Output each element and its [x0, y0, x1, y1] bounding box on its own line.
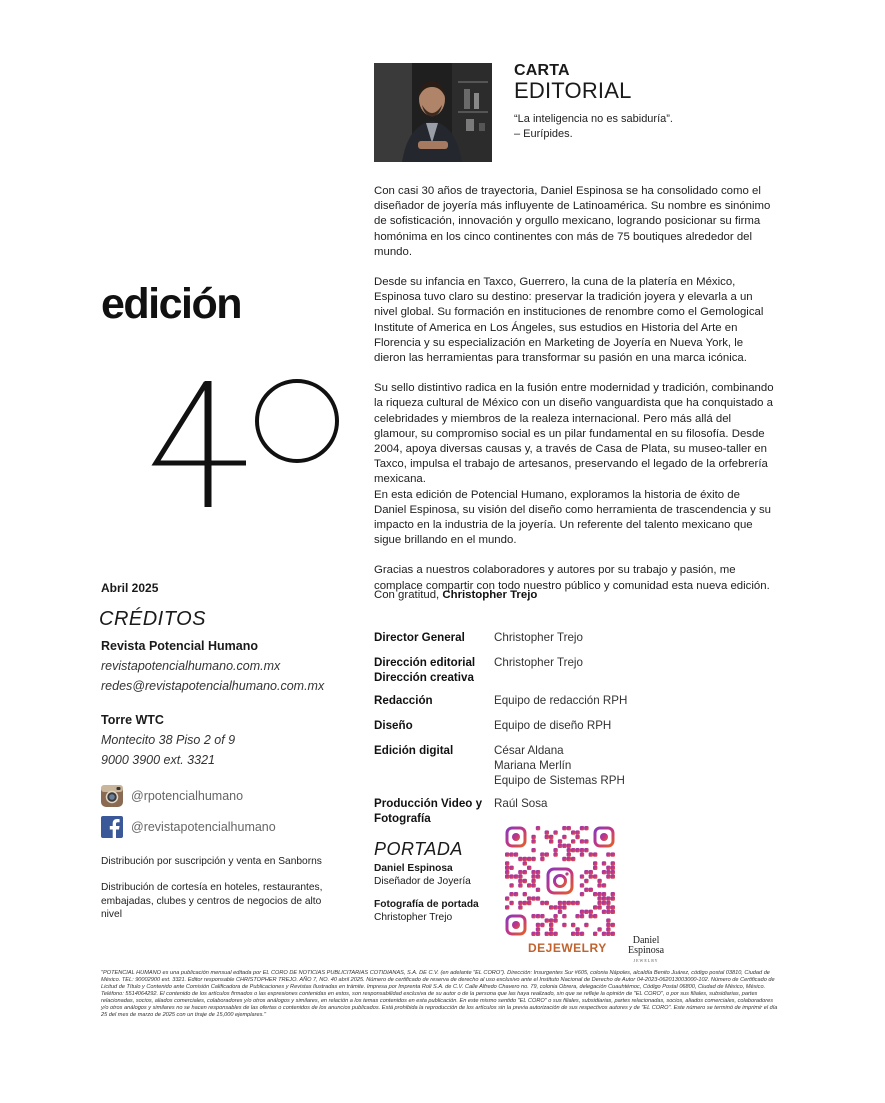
qr-module	[575, 932, 579, 936]
qr-module	[606, 927, 610, 931]
qr-module	[606, 852, 610, 856]
facebook-icon	[101, 816, 123, 838]
qr-module	[509, 866, 513, 870]
qr-module	[580, 932, 584, 936]
qr-module	[536, 923, 540, 927]
title-bold: CARTA	[514, 62, 570, 79]
qr-module	[514, 874, 518, 878]
qr-module	[545, 932, 549, 936]
qr-module	[536, 896, 540, 900]
qr-module	[567, 901, 571, 905]
qr-module	[514, 892, 518, 896]
qr-module	[580, 852, 584, 856]
qr-module	[611, 905, 615, 909]
staff-names	[494, 743, 625, 788]
qr-module	[536, 914, 540, 918]
qr-module	[518, 870, 522, 874]
qr-module	[593, 861, 597, 865]
qr-module	[567, 844, 571, 848]
qr-module	[536, 870, 540, 874]
qr-module	[597, 896, 601, 900]
qr-module	[606, 874, 610, 878]
qr-module	[589, 870, 593, 874]
qr-module	[558, 839, 562, 843]
qr-module	[562, 923, 566, 927]
qr-module	[580, 883, 584, 887]
qr-module	[558, 901, 562, 905]
qr-module	[571, 848, 575, 852]
cover-photo-label: Fotografía de portada	[374, 899, 479, 910]
qr-module	[518, 883, 522, 887]
qr-module	[611, 892, 615, 896]
qr-module	[602, 892, 606, 896]
cover-photo-name: Christopher Trejo	[374, 912, 453, 923]
qr-module	[540, 852, 544, 856]
qr-module	[597, 905, 601, 909]
qr-module	[558, 910, 562, 914]
qr-module	[611, 866, 615, 870]
qr-module	[597, 927, 601, 931]
qr-module	[505, 852, 509, 856]
building-name: Torre WTC	[101, 713, 164, 727]
staff-role: Edición digital	[374, 744, 454, 757]
quote	[514, 112, 673, 142]
instagram-icon	[101, 785, 123, 807]
editorial-body	[374, 184, 774, 609]
phone-line: 9000 3900 ext. 3321	[101, 753, 215, 767]
paragraph: Gracias a nuestros colaboradores y autores por su trabajo y pasión, me complace compartir con todo nuestro público y comunidad esta nueva edición.	[374, 564, 770, 592]
qr-module	[597, 901, 601, 905]
daniel-espinosa-logo	[628, 936, 664, 966]
paragraph: Con casi 30 años de trayectoria, Daniel Espinosa se ha consolidado como el diseñador de joyería más influyente de Latinoamérica. Su nombre es sinónimo de sofisticación, innovación y orgullo mexicano, logrando posicionar su firma homónima en los cinco continentes con más de 75 boutiques alrededor del mundo.	[374, 185, 771, 258]
qr-module	[505, 874, 509, 878]
qr-module	[549, 932, 553, 936]
qr-module	[523, 901, 527, 905]
qr-module	[580, 848, 584, 852]
legal-notice: "POTENCIAL HUMANO es una publicación mensual editada por EL CORO DE NOTICIAS PUBLICITARIAS COTIDIANAS, S.A. DE C.V. (en adelante "EL CORO"). Dirección: Insurgentes Sur #605, colonia Nápoles, alcaldía Benito Juárez, código postal 03810, Ciudad de México. TEL: 90002900 ext. 3321. Editor responsable CHRISTOPHER TREJO. AÑO 7, NO. 40 abril 2025. Número de certificado de reserva de derecho al uso exclusivo ante el Instituto Nacional de Derecho de Autor 04-2023-062013003000-102. Número de Certificado de Licitud de Título y Contenido ante Comisión Calificadora de Publicaciones y Revistas Ilustradas en trámite. Impresa por Imprenta Roli S.A. de C.V. Calle Alfredo Chavero no. 79, colonia Obrera, delegación Cuauhtémoc, Código Postal 06800, Ciudad de México, México. Teléfono: 5514064292. El contenido de los artículos firmados o las expresiones contenidas en estos, son responsabilidad exclusiva de su autor o de la persona que las haya realizado, sin que se refleje la opinión de "EL CORO", o por sus filiales, subsidiarias, partes relacionadas, socios, aliados comerciales, colaboradores y/o otros análogos y similares, en relación a los temas contenidos en esta publicación. En este mismo sentido "EL CORO" o sus filiales, subsidiarias, partes relacionadas, socios, aliados comerciales, colaboradores y/o otros análogos y similares no se hacen responsables de las ofertas o contenidos de los anuncios publicados. Está prohibida la reproducción de los artículos sin la previa autorización de sus respectivos autores y de "EL CORO". Este número se terminó de imprimir el día 25 del mes de marzo de 2025 con un tiraje de 15,000 ejemplares."	[101, 970, 778, 1018]
qr-module	[553, 852, 557, 856]
qr-module	[553, 914, 557, 918]
qr-module	[575, 835, 579, 839]
qr-module	[575, 914, 579, 918]
qr-module	[545, 830, 549, 834]
qr-module	[575, 901, 579, 905]
qr-module	[527, 857, 531, 861]
qr-module	[531, 848, 535, 852]
qr-module	[549, 835, 553, 839]
qr-module	[593, 905, 597, 909]
quote-line: “La inteligencia no es sabiduría”.	[514, 113, 673, 125]
staff-names	[494, 796, 548, 826]
cover-photo-credit	[374, 898, 479, 924]
contact-block	[101, 636, 324, 696]
qr-module	[545, 852, 549, 856]
qr-module	[540, 923, 544, 927]
qr-module	[531, 932, 535, 936]
qr-module	[567, 848, 571, 852]
qr-module	[611, 874, 615, 878]
instagram-qr-code[interactable]	[505, 826, 615, 936]
qr-module	[602, 910, 606, 914]
staff-role: Diseño	[374, 719, 413, 732]
qr-module	[584, 888, 588, 892]
qr-module	[611, 870, 615, 874]
qr-module	[611, 910, 615, 914]
qr-module	[567, 857, 571, 861]
qr-module	[553, 918, 557, 922]
signoff-prefix: Con gratitud,	[374, 589, 443, 601]
qr-module	[553, 905, 557, 909]
email-link[interactable]: redes@revistapotencialhumano.com.mx	[101, 679, 325, 693]
qr-module	[606, 910, 610, 914]
qr-module	[575, 830, 579, 834]
qr-module	[606, 866, 610, 870]
staff-name: Equipo de Sistemas RPH	[494, 774, 625, 787]
staff-row	[374, 718, 674, 733]
qr-module	[575, 927, 579, 931]
qr-module	[531, 879, 535, 883]
staff-row	[374, 630, 674, 645]
qr-module	[584, 826, 588, 830]
facebook-handle: @revistapotencialhumano	[131, 820, 276, 834]
qr-module	[558, 844, 562, 848]
staff-names	[494, 655, 583, 685]
qr-module	[571, 830, 575, 834]
qr-module	[536, 826, 540, 830]
qr-module	[545, 835, 549, 839]
staff-name: Christopher Trejo	[494, 656, 583, 669]
qr-module	[531, 857, 535, 861]
qr-module	[571, 901, 575, 905]
qr-module	[611, 852, 615, 856]
portada-heading: PORTADA	[374, 839, 463, 859]
qr-module	[509, 883, 513, 887]
magazine-name: Revista Potencial Humano	[101, 639, 258, 653]
qr-module	[531, 874, 535, 878]
facebook-row[interactable]	[101, 816, 276, 838]
qr-module	[593, 914, 597, 918]
logo-sub: JEWELRY	[633, 958, 659, 963]
qr-module	[545, 918, 549, 922]
qr-module	[562, 857, 566, 861]
signoff-name: Christopher Trejo	[442, 589, 538, 601]
qr-module	[549, 905, 553, 909]
qr-module	[562, 826, 566, 830]
qr-module	[518, 901, 522, 905]
qr-module	[580, 826, 584, 830]
qr-module	[553, 830, 557, 834]
qr-module	[536, 874, 540, 878]
title-light: EDITORIAL	[514, 78, 632, 103]
qr-module	[571, 932, 575, 936]
qr-module	[584, 870, 588, 874]
qr-module	[514, 852, 518, 856]
qr-module	[584, 879, 588, 883]
qr-module	[523, 892, 527, 896]
distribution-sanborns: Distribución por suscripción y venta en Sanborns	[101, 856, 322, 867]
qr-module	[580, 874, 584, 878]
qr-module	[584, 910, 588, 914]
qr-module	[602, 870, 606, 874]
staff-name: Mariana Merlín	[494, 759, 572, 772]
qr-module	[553, 848, 557, 852]
qr-module	[602, 861, 606, 865]
qr-module	[531, 883, 535, 887]
qr-module	[589, 888, 593, 892]
qr-module	[602, 896, 606, 900]
qr-module	[562, 914, 566, 918]
qr-module	[536, 932, 540, 936]
staff-name: César Aldana	[494, 744, 564, 757]
qr-module	[597, 879, 601, 883]
staff-names	[494, 718, 611, 733]
editor-photo	[374, 63, 492, 162]
qr-module	[549, 918, 553, 922]
website-link[interactable]: revistapotencialhumano.com.mx	[101, 659, 281, 673]
qr-module	[527, 901, 531, 905]
qr-module	[589, 852, 593, 856]
dejewelry-logo: DEJEWELRY	[528, 941, 607, 955]
staff-name: Equipo de redacción RPH	[494, 694, 628, 707]
qr-module	[527, 866, 531, 870]
qr-module	[540, 857, 544, 861]
qr-module	[531, 870, 535, 874]
qr-module	[518, 874, 522, 878]
qr-module	[597, 892, 601, 896]
qr-module	[523, 879, 527, 883]
address-block	[101, 710, 235, 770]
qr-module	[571, 857, 575, 861]
qr-module	[536, 927, 540, 931]
qr-module	[602, 883, 606, 887]
qr-module	[606, 932, 610, 936]
qr-module	[518, 879, 522, 883]
qr-module	[509, 874, 513, 878]
qr-module	[611, 896, 615, 900]
qr-module	[549, 927, 553, 931]
qr-module	[589, 874, 593, 878]
instagram-handle: @rpotencialhumano	[131, 789, 244, 803]
qr-module	[593, 852, 597, 856]
qr-module	[593, 932, 597, 936]
qr-module	[509, 852, 513, 856]
carta-editorial-title	[514, 63, 632, 102]
qr-module	[611, 861, 615, 865]
qr-module	[602, 901, 606, 905]
qr-module	[606, 905, 610, 909]
qr-module	[567, 826, 571, 830]
qr-module	[518, 905, 522, 909]
qr-module	[562, 901, 566, 905]
qr-module	[602, 932, 606, 936]
distribution-courtesy: Distribución de cortesía en hoteles, restaurantes, embajadas, clubes y centros de negocios de alto nivel	[101, 882, 323, 920]
staff-role: Producción Video y Fotografía	[374, 797, 483, 825]
qr-module	[580, 914, 584, 918]
paragraph: Su sello distintivo radica en la fusión entre modernidad y tradición, combinando la riqueza cultural de México con un diseño vanguardista que ha conquistado a celebridades y miembros de la realeza internacional. Pero más allá del glamour, su compromiso social es un pilar fundamental en su filosofía. Desde 2004, apoya diversas causas y, a través de Casa de Plata, su museo-taller en Taxco, impulsa el trabajo de artesanos, preservando el legado de la orfebrería mexicana.	[374, 382, 774, 486]
qr-module	[562, 844, 566, 848]
qr-module	[606, 896, 610, 900]
qr-module	[523, 861, 527, 865]
qr-module	[505, 905, 509, 909]
staff-role: Redacción	[374, 694, 433, 707]
staff-names	[494, 630, 583, 645]
staff-role: Director General	[374, 631, 465, 644]
qr-module	[523, 857, 527, 861]
qr-module	[558, 905, 562, 909]
qr-module	[509, 892, 513, 896]
qr-module	[505, 861, 509, 865]
qr-module	[593, 874, 597, 878]
qr-module	[540, 914, 544, 918]
cover-name: Daniel Espinosa	[374, 863, 453, 874]
cover-subject	[374, 862, 471, 888]
qr-module	[523, 870, 527, 874]
qr-module	[571, 923, 575, 927]
edition-number-text: 40	[148, 375, 150, 376]
qr-module	[509, 901, 513, 905]
qr-module	[584, 839, 588, 843]
qr-module	[518, 857, 522, 861]
qr-module	[571, 839, 575, 843]
qr-module	[536, 888, 540, 892]
qr-module	[611, 932, 615, 936]
signoff	[374, 589, 537, 601]
qr-module	[562, 835, 566, 839]
staff-name: Equipo de diseño RPH	[494, 719, 612, 732]
qr-module	[589, 914, 593, 918]
issue-date: Abril 2025	[101, 581, 159, 595]
qr-module	[575, 848, 579, 852]
logo-line: Daniel	[632, 935, 660, 946]
qr-module	[527, 896, 531, 900]
edition-word: edición	[101, 280, 242, 328]
qr-module	[593, 866, 597, 870]
staff-row	[374, 796, 674, 826]
qr-module	[531, 835, 535, 839]
staff-table	[374, 630, 674, 836]
qr-module	[606, 870, 610, 874]
staff-row	[374, 743, 674, 788]
paragraph: Desde su infancia en Taxco, Guerrero, la cuna de la platería en México, Espinosa tuvo claro su destino: preservar la tradición joyera y elevarla a un nivel global. Su formación en instituciones de renombre como el Gemological Institute of America en Los Ángeles, sus estudios en Historia del Arte en Florencia y su especialización en Marketing de Joyería en Nueva York, le dieron las herramientas para transformar su pasión en una marca icónica.	[374, 276, 764, 365]
cover-role: Diseñador de Joyería	[374, 876, 471, 887]
qr-module	[527, 883, 531, 887]
qr-module	[531, 839, 535, 843]
staff-name: Christopher Trejo	[494, 631, 583, 644]
qr-module	[584, 923, 588, 927]
staff-role: Dirección editorial Dirección creativa	[374, 656, 476, 684]
qr-module	[505, 896, 509, 900]
qr-module	[531, 914, 535, 918]
qr-module	[540, 901, 544, 905]
qr-module	[584, 848, 588, 852]
staff-row	[374, 655, 674, 685]
qr-module	[593, 892, 597, 896]
qr-module	[580, 892, 584, 896]
qr-module	[589, 910, 593, 914]
qr-module	[606, 923, 610, 927]
edition-number-40	[148, 375, 348, 515]
qr-module	[553, 932, 557, 936]
staff-row	[374, 693, 674, 708]
qr-module	[531, 896, 535, 900]
staff-name: Raúl Sosa	[494, 797, 548, 810]
qr-module	[580, 839, 584, 843]
qr-module	[606, 901, 610, 905]
qr-module	[505, 870, 509, 874]
qr-module	[549, 923, 553, 927]
quote-author: – Eurípides.	[514, 128, 573, 140]
logo-line: Espinosa	[628, 945, 665, 956]
qr-module	[580, 910, 584, 914]
qr-module	[505, 866, 509, 870]
qr-module	[597, 883, 601, 887]
qr-module	[545, 901, 549, 905]
qr-module	[562, 905, 566, 909]
address-line: Montecito 38 Piso 2 of 9	[101, 733, 236, 747]
qr-module	[606, 918, 610, 922]
staff-names	[494, 693, 627, 708]
creditos-heading: CRÉDITOS	[99, 608, 206, 630]
qr-module	[549, 839, 553, 843]
instagram-row[interactable]	[101, 785, 243, 807]
paragraph: En esta edición de Potencial Humano, exploramos la historia de éxito de Daniel Espinosa, su visión del diseño como herramienta de trascendencia y su impacto en la industria de la joyería. Un referente del talento mexicano que sigue brillando en el mundo.	[374, 488, 771, 547]
qr-module	[567, 852, 571, 856]
qr-module	[611, 923, 615, 927]
